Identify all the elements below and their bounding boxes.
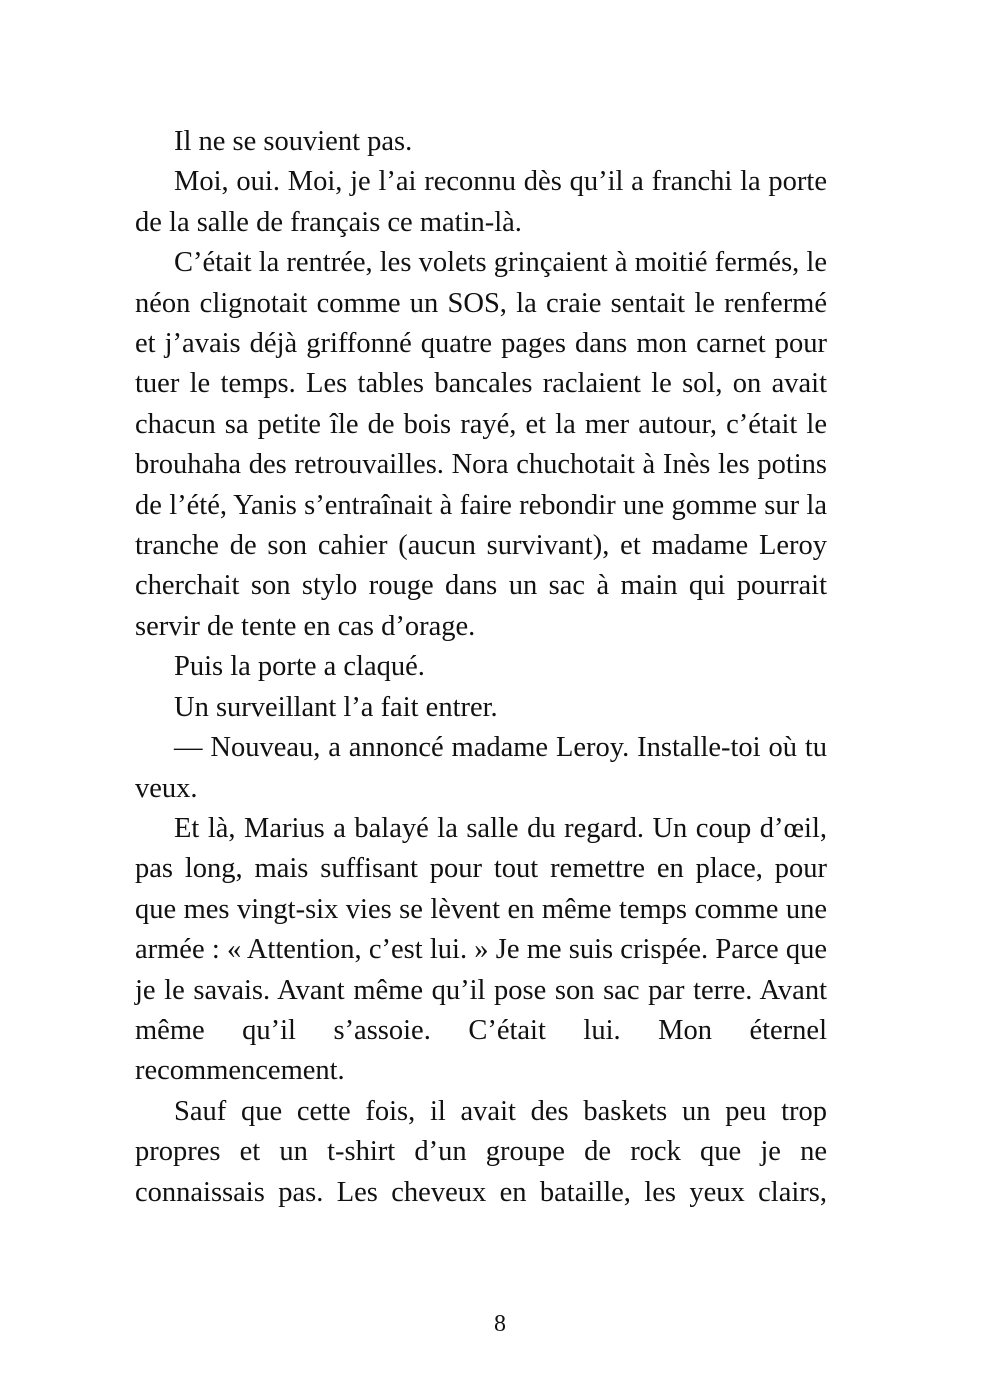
page-number: 8 (494, 1311, 506, 1337)
paragraph: — Nouveau, a annoncé madame Leroy. Installe-toi où tu veux. (135, 732, 827, 804)
paragraph: C’était la rentrée, les volets grinçaient à moitié fermés, le néon clignotait comme un SOS, la craie sentait le renfermé et j’avais déjà griffonné quatre pages dans mon carnet pour tuer le temps. Les tables bancales raclaient le sol, on avait chacun sa petite île de bois rayé, et la mer autour, c’était le brouhaha des retrouvailles. Nora chuchotait à Inès les potins de l’été, Yanis s’entraînait à faire rebondir une gomme sur la tranche de son cahier (aucun survivant), et madame Leroy cherchait son stylo rouge dans un sac à main qui pourrait servir de tente en cas d’orage. (135, 247, 827, 642)
paragraph: Et là, Marius a balayé la salle du regard. Un coup d’œil, pas long, mais suffisant pour tout remettre en place, pour que mes vingt-six vies se lèvent en même temps comme une armée : « Attention, c’est lui. » Je me suis crispée. Parce que je le savais. Avant même qu’il pose son sac par terre. Avant même qu’il s’assoie. C’était lui. Mon éternel recommencement. (135, 812, 827, 1087)
paragraph: Un surveillant l’a fait entrer. (174, 691, 498, 723)
paragraph: Puis la porte a claqué. (174, 651, 425, 683)
body-text (135, 122, 827, 1213)
paragraph-last: Sauf que cette fois, il avait des baskets un peu trop propres et un t-shirt d’un groupe de rock que je ne connaissais pas. Les cheveux en bataille, les yeux clairs, (135, 1095, 827, 1208)
paragraph: Il ne se souvient pas. (174, 126, 413, 157)
paragraph: Moi, oui. Moi, je l’ai reconnu dès qu’il a franchi la porte de la salle de français ce matin-là. (135, 166, 827, 238)
